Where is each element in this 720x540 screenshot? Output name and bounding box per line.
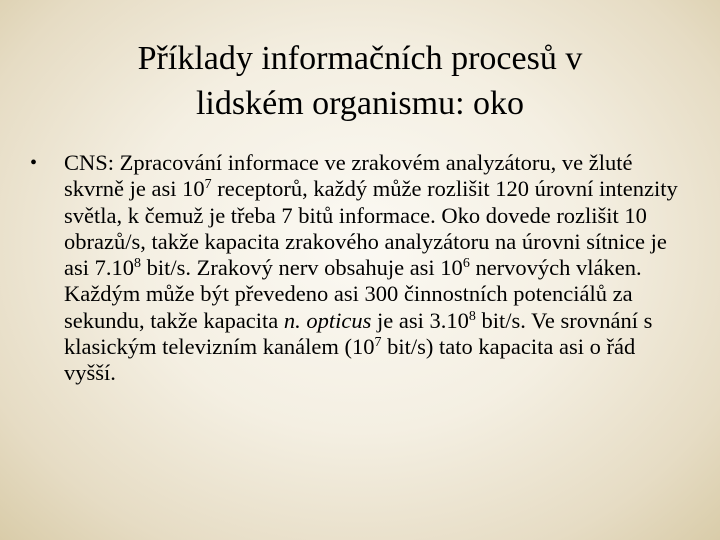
body-text-5: je asi 3.10 — [371, 307, 469, 333]
bullet-icon: • — [30, 152, 38, 174]
italic-term: n. opticus — [283, 307, 372, 333]
superscript-2: 8 — [134, 256, 141, 272]
superscript-1: 7 — [204, 177, 212, 193]
title-line-1: Příklady informačních procesů v — [137, 40, 583, 77]
body-text-1: CNS: Zpracování informace ve zrakovém analyzátoru, ve žluté skvrně je asi 10 — [64, 150, 633, 202]
slide-title — [40, 36, 680, 126]
superscript-3: 6 — [462, 256, 470, 272]
body-text-3: bit/s. Zrakový nerv obsahuje asi 10 — [141, 255, 463, 281]
superscript-4: 8 — [468, 308, 476, 324]
body-text-6: bit/s. Ve srovnání s klasickým televizním kanálem (10 — [64, 307, 653, 360]
title-line-2: lidském organismu: oko — [195, 85, 525, 122]
bullet-text — [64, 150, 678, 385]
body-text-4: nervových vláken. Každým může být převedeno asi 300 činnostních potenciálů za sekundu, takže kapacita — [64, 255, 642, 333]
superscript-5: 7 — [374, 335, 382, 351]
body-text-7: bit/s) tato kapacita asi o řád vyšší. — [64, 334, 636, 386]
bullet-item — [28, 150, 688, 387]
body-text-2: receptorů, každý může rozlišit 120 úrovní intenzity světla, k čemuž je třeba 7 bitů informace. Oko dovede rozlišit 10 obrazů/s, takže kapacita zrakového analyzátoru na úrovni sítnice je asi 7.10 — [64, 176, 678, 281]
slide-content — [28, 150, 688, 387]
